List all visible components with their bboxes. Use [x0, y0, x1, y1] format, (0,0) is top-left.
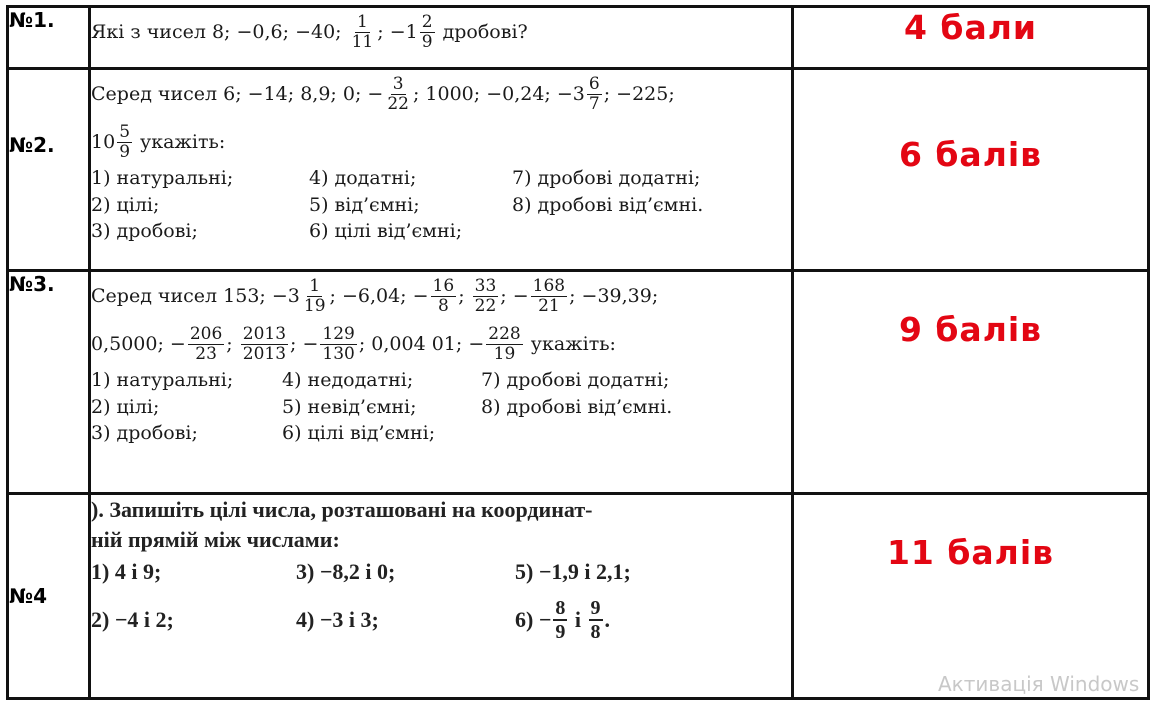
numerator: 1 [309, 275, 321, 296]
text-segment: ; −39,39; [569, 284, 659, 307]
fraction [553, 597, 567, 643]
denominator: 22 [474, 295, 497, 316]
text-segment: ). [91, 496, 104, 522]
numerator: 2 [421, 11, 433, 32]
task-number: №1. [8, 7, 90, 69]
numerator: 16 [432, 275, 455, 296]
numerator: 5 [119, 121, 131, 142]
options-grid [91, 368, 791, 446]
task-text-line [91, 8, 528, 56]
fraction [302, 277, 328, 315]
numerator: 2013 [242, 323, 287, 344]
text-segment: 10 [91, 130, 116, 153]
option-item: 8) дробові від’ємні. [512, 193, 704, 216]
numerator: 8 [555, 597, 566, 619]
text-segment: ; − [500, 284, 529, 307]
text-segment: ; −1 [377, 20, 418, 43]
text-segment: Які з чисел 8; −0,6; −40; [91, 20, 348, 43]
denominator: 19 [303, 295, 326, 316]
task-2-text [90, 69, 793, 271]
option-item: 4) додатні; [309, 167, 417, 189]
numerator: 9 [590, 597, 601, 619]
task-number: №3. [8, 271, 90, 494]
fraction [587, 75, 602, 113]
denominator: 11 [351, 31, 374, 52]
text-segment: укажіть: [134, 130, 226, 153]
fraction [420, 13, 435, 51]
denominator: 2013 [242, 343, 287, 364]
option-item [512, 219, 782, 244]
task-text-line [91, 495, 791, 525]
text-segment: дробові? [436, 20, 528, 43]
numerator: 6 [588, 73, 600, 94]
option-item: 1) натуральні; [91, 369, 234, 391]
text-segment: ; [458, 284, 471, 307]
option-item: 2) цілі; [91, 193, 160, 216]
option-item [296, 597, 515, 643]
task-text-line [91, 320, 791, 368]
task-4-text [90, 494, 793, 699]
fraction [241, 325, 288, 363]
fraction [320, 325, 356, 363]
fraction [486, 325, 522, 363]
text-segment: ній прямій між числами: [91, 526, 340, 552]
text-segment: 2) −4 і 2; [91, 606, 174, 632]
option-item [515, 555, 755, 589]
denominator: 9 [119, 141, 131, 162]
task-row-4 [8, 494, 1149, 699]
task-text-line [91, 118, 791, 166]
task-points: 6 балів [793, 69, 1149, 271]
numerator: 3 [392, 73, 404, 94]
text-segment: 6) − [515, 606, 552, 632]
numerator: 33 [474, 275, 497, 296]
text-segment: Серед чисел 6; −14; 8,9; 0; − [91, 82, 384, 105]
text-segment: Серед чисел 153; −3 [91, 284, 300, 307]
fraction [589, 597, 603, 643]
text-segment: 5) −1,9 і 2,1; [515, 558, 631, 584]
text-segment: 0,5000; − [91, 332, 186, 355]
option-item: 3) дробові; [91, 422, 198, 445]
fraction [350, 13, 376, 51]
task-number: №2. [8, 69, 90, 271]
text-segment: і [569, 606, 587, 632]
text-segment: ; −225; [603, 82, 675, 105]
text-segment: 4) −3 і 3; [296, 606, 379, 632]
task-text-line [91, 272, 791, 320]
task-row-1 [8, 7, 1149, 69]
option-item: 6) цілі від’ємні; [282, 422, 436, 445]
option-item [515, 597, 755, 643]
fraction [473, 277, 499, 315]
text-segment: 1) 4 і 9; [91, 558, 162, 584]
denominator: 9 [555, 621, 566, 643]
option-item: 1) натуральні; [91, 167, 234, 189]
task-points: 4 бали [793, 7, 1149, 69]
text-segment: ; 0,004 01; − [358, 332, 485, 355]
denominator: 22 [387, 93, 409, 114]
numerator: 168 [532, 275, 566, 296]
text-segment: . [604, 606, 610, 632]
denominator: 130 [322, 343, 355, 364]
fraction [188, 325, 224, 363]
option-item: 5) невід’ємні; [282, 395, 417, 418]
denominator: 21 [538, 295, 560, 316]
denominator: 9 [421, 31, 433, 52]
task-3-text [90, 271, 793, 494]
option-item [296, 555, 515, 589]
text-segment: 3) −8,2 і 0; [296, 558, 396, 584]
task-row-3 [8, 271, 1149, 494]
denominator: 8 [590, 621, 601, 643]
option-item: 7) дробові додатні; [512, 167, 701, 189]
option-item [481, 421, 741, 446]
denominator: 19 [493, 343, 516, 364]
options-grid [91, 555, 791, 643]
option-item: 2) цілі; [91, 395, 160, 418]
text-segment: ; − [290, 332, 319, 355]
denominator: 8 [437, 295, 449, 316]
text-segment: укажіть: [524, 332, 616, 355]
numerator: 129 [322, 323, 355, 344]
task-1-text [90, 7, 793, 69]
numerator: 206 [189, 323, 223, 344]
numerator: 228 [488, 323, 521, 344]
text-segment: ; [226, 332, 239, 355]
task-points: 11 балів [793, 494, 1149, 699]
options-grid [91, 166, 791, 244]
text-segment: Запишіть цілі числа, розташовані на координат- [103, 496, 593, 522]
text-segment: ; 1000; −0,24; −3 [412, 82, 585, 105]
task-text-line [91, 525, 791, 555]
tasks-table [6, 5, 1150, 700]
task-number: №4 [8, 494, 90, 699]
fraction [117, 123, 132, 161]
option-item: 3) дробові; [91, 220, 198, 243]
option-item: 5) від’ємні; [309, 193, 420, 216]
option-item [91, 555, 296, 589]
windows-activation-watermark: Активація Windows [938, 672, 1140, 696]
task-text-line [91, 70, 791, 118]
option-item: 7) дробові додатні; [481, 369, 670, 391]
fraction [385, 75, 411, 113]
task-points: 9 балів [793, 271, 1149, 494]
option-item: 4) недодатні; [282, 369, 414, 391]
numerator: 1 [357, 11, 368, 32]
fraction [531, 277, 567, 315]
option-item: 8) дробові від’ємні. [481, 395, 673, 418]
text-segment: ; −6,04; − [329, 284, 429, 307]
denominator: 23 [195, 343, 217, 364]
denominator: 7 [588, 93, 600, 114]
task-row-2 [8, 69, 1149, 271]
option-item [91, 597, 296, 643]
fraction [431, 277, 457, 315]
option-item: 6) цілі від’ємні; [309, 220, 463, 243]
